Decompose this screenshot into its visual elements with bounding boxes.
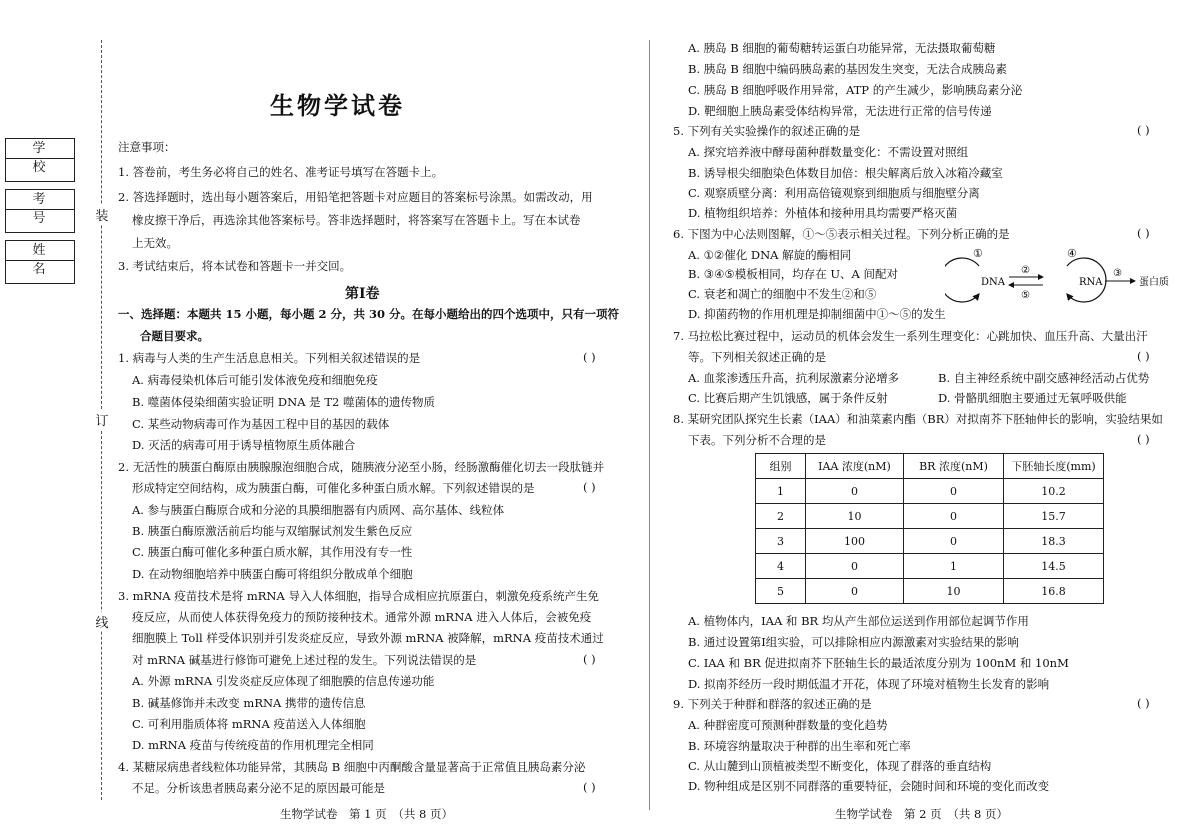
option-line: D. 在动物细胞培养中胰蛋白酶可将组织分散成单个细胞	[132, 567, 413, 581]
table-cell: 100	[806, 529, 904, 554]
question-8: 8. 某研究团队探究生长素（IAA）和油菜素内酯（BR）对拟南芥下胚轴伸长的影响，实验结果如	[673, 412, 1163, 426]
option-line: B. 胰岛 B 细胞中编码胰岛素的基因发生突变，无法合成胰岛素	[688, 62, 1008, 76]
option-line: D. 抑菌药物的作用机理是抑制细菌中①～⑤的发生	[688, 307, 946, 321]
question-2: 2. 无活性的胰蛋白酶原由胰腺腺泡细胞合成，随胰液分泌至小肠，经肠激酶催化切去一段肽链并	[118, 460, 605, 474]
option-line: C. 胰岛 B 细胞呼吸作用异常，ATP 的产生减少，影响胰岛素分泌	[688, 83, 1023, 97]
experiment-table	[755, 453, 1104, 604]
table-cell: 10.2	[1004, 479, 1104, 504]
question-7: 7. 马拉松比赛过程中，运动员的机体会发生一系列生理变化：心跳加快、血压升高、大量出汗	[673, 329, 1148, 343]
table-cell: 15.7	[1004, 504, 1104, 529]
option-line: C. 可利用脂质体将 mRNA 疫苗送入人体细胞	[132, 717, 366, 731]
option-line: C. 比赛后期产生饥饿感，属于条件反射	[688, 391, 888, 405]
table-cell: 0	[806, 579, 904, 604]
table-cell: 5	[756, 579, 806, 604]
answer-paren: ( )	[1137, 349, 1150, 363]
school-label: 学 校	[6, 139, 74, 159]
notice-line: 2. 答选择题时，选出每小题答案后，用铅笔把答题卡对应题目的答案标号涂黑。如需改动，用	[118, 190, 593, 204]
option-line: B. 环境容纳量取决于种群的出生率和死亡率	[688, 739, 911, 753]
question-3-cont: 细胞膜上 Toll 样受体识别并引发炎症反应，导致外源 mRNA 被降解，mRNA 疫苗技术通过	[132, 631, 604, 645]
option-line: A. 外源 mRNA 引发炎症反应体现了细胞膜的信息传递功能	[132, 674, 435, 688]
option-line: B. 通过设置第Ⅰ组实验，可以排除相应内源激素对实验结果的影响	[688, 635, 1019, 649]
table-cell: 0	[806, 554, 904, 579]
option-line: C. 衰老和凋亡的细胞中不发生②和⑤	[688, 287, 877, 301]
central-dogma-diagram	[945, 244, 1185, 316]
option-line: C. 观察质壁分离：利用高倍镜观察到细胞质与细胞壁分离	[688, 186, 980, 200]
table-cell: 0	[904, 529, 1004, 554]
question-7-cont: 等。下列相关叙述正确的是	[688, 350, 826, 364]
option-line: D. 拟南芥经历一段时期低温才开花，体现了环境对植物生长发育的影响	[688, 677, 1050, 691]
footer-page-2: 生物学试卷 第 2 页 （共 8 页）	[835, 807, 1009, 821]
table-cell: 10	[904, 579, 1004, 604]
answer-paren: ( )	[1137, 123, 1150, 137]
answer-paren: ( )	[583, 350, 596, 364]
option-line: D. 骨骼肌细胞主要通过无氧呼吸供能	[938, 391, 1127, 405]
option-line: B. 自主神经系统中副交感神经活动占优势	[938, 371, 1150, 385]
label-5: ⑤	[1021, 290, 1030, 301]
question-5: 5. 下列有关实验操作的叙述正确的是	[673, 124, 861, 138]
table-header: IAA 浓度(nM)	[806, 454, 904, 479]
table-header: 下胚轴长度(mm)	[1004, 454, 1104, 479]
table-cell: 0	[904, 479, 1004, 504]
label-4: ④	[1067, 247, 1077, 260]
replication-arrow	[945, 258, 979, 302]
option-line: D. 靶细胞上胰岛素受体结构异常，无法进行正常的信号传递	[688, 104, 992, 118]
question-3-cont: 对 mRNA 碱基进行修饰可避免上述过程的发生。下列说法错误的是	[132, 653, 477, 667]
question-3: 3. mRNA 疫苗技术是将 mRNA 导入人体细胞，指导合成相应抗原蛋白，刺激免疫系统产生免	[118, 589, 599, 603]
label-3: ③	[1113, 268, 1122, 279]
name-box	[5, 240, 75, 284]
table-cell: 14.5	[1004, 554, 1104, 579]
option-line: C. 某些动物病毒可作为基因工程中目的基因的载体	[132, 417, 390, 431]
option-line: B. 诱导根尖细胞染色体数目加倍：根尖解离后放入冰箱冷藏室	[688, 166, 1003, 180]
question-4: 4. 某糖尿病患者线粒体功能异常，其胰岛 B 细胞中丙酮酸含量显著高于正常值且胰岛素分泌	[118, 760, 586, 774]
notice-heading: 注意事项：	[118, 140, 176, 154]
answer-paren: ( )	[583, 480, 596, 494]
section-instruction: 一、选择题：本题共 15 小题，每小题 2 分，共 30 分。在每小题给出的四个选项中，只有一项符	[118, 307, 620, 321]
notice-line: 上无效。	[132, 236, 178, 250]
table-cell: 0	[806, 479, 904, 504]
school-box	[5, 138, 75, 182]
question-9: 9. 下列关于种群和群落的叙述正确的是	[673, 697, 872, 711]
exam-no-box	[5, 189, 75, 233]
rna-label: RNA	[1079, 277, 1103, 288]
answer-paren: ( )	[1137, 696, 1150, 710]
notice-line: 1. 答卷前，考生务必将自己的姓名、准考证号填写在答题卡上。	[118, 165, 444, 179]
question-3-cont: 疫反应，从而使人体获得免疫力的预防接种技术。通常外源 mRNA 进入人体后，会被免疫	[132, 610, 592, 624]
option-line: D. 物种组成是区别不同群落的重要特征，会随时间和环境的变化而改变	[688, 779, 1050, 793]
binding-char-zhuang: 装	[95, 205, 109, 224]
label-1: ①	[973, 247, 983, 260]
notice-line: 3. 考试结束后，将本试卷和答题卡一并交回。	[118, 259, 352, 273]
footer-page-1: 生物学试卷 第 1 页 （共 8 页）	[280, 807, 454, 821]
table-header: 组别	[756, 454, 806, 479]
option-line: A. 血浆渗透压升高，抗利尿激素分泌增多	[688, 371, 900, 385]
question-2-cont: 形成特定空间结构，成为胰蛋白酶，可催化多种蛋白质水解。下列叙述错误的是	[132, 481, 535, 495]
option-line: A. ①②催化 DNA 解旋的酶相同	[688, 248, 852, 262]
question-6: 6. 下图为中心法则图解，①～⑤表示相关过程。下列分析正确的是	[673, 227, 1010, 241]
option-line: B. 胰蛋白酶原激活前后均能与双缩脲试剂发生紫色反应	[132, 524, 413, 538]
answer-paren: ( )	[1137, 432, 1150, 446]
option-line: B. ③④⑤模板相同，均存在 U、A 间配对	[688, 267, 898, 281]
dna-label: DNA	[981, 277, 1005, 288]
table-cell: 0	[904, 504, 1004, 529]
option-line: A. 植物体内，IAA 和 BR 均从产生部位运送到作用部位起调节作用	[688, 614, 1029, 628]
option-line: C. IAA 和 BR 促进拟南芥下胚轴生长的最适浓度分别为 100nM 和 10nM	[688, 656, 1069, 670]
binding-char-xian: 线	[95, 612, 109, 631]
option-line: D. mRNA 疫苗与传统疫苗的作用机理完全相同	[132, 738, 374, 752]
table-cell: 4	[756, 554, 806, 579]
table-cell: 18.3	[1004, 529, 1104, 554]
table-header: BR 浓度(nM)	[904, 454, 1004, 479]
question-8-cont: 下表。下列分析不合理的是	[688, 433, 826, 447]
table-cell: 3	[756, 529, 806, 554]
label-2: ②	[1021, 265, 1030, 276]
option-line: A. 种群密度可预测种群数量的变化趋势	[688, 718, 888, 732]
answer-paren: ( )	[583, 652, 596, 666]
table-row	[756, 529, 1104, 554]
table-row	[756, 504, 1104, 529]
table-cell: 2	[756, 504, 806, 529]
exam-title: 生物学试卷	[270, 92, 405, 120]
protein-label: 蛋白质	[1139, 277, 1169, 288]
table-cell: 16.8	[1004, 579, 1104, 604]
page-divider	[649, 40, 650, 810]
notice-line: 橡皮擦干净后，再选涂其他答案标号。答非选择题时，将答案写在答题卡上。写在本试卷	[132, 213, 581, 227]
table-cell: 1	[756, 479, 806, 504]
exam-no-label: 考 号	[6, 190, 74, 210]
name-label: 姓 名	[6, 241, 74, 261]
answer-paren: ( )	[583, 780, 596, 794]
table-header-row	[756, 454, 1104, 479]
binding-char-ding: 订	[95, 410, 109, 429]
option-line: D. 灭活的病毒可用于诱导植物原生质体融合	[132, 438, 356, 452]
section-title: 第Ⅰ卷	[345, 286, 380, 302]
option-line: C. 从山麓到山顶植被类型不断变化，体现了群落的垂直结构	[688, 759, 992, 773]
option-line: C. 胰蛋白酶可催化多种蛋白质水解，其作用没有专一性	[132, 545, 413, 559]
table-cell: 10	[806, 504, 904, 529]
table-cell: 1	[904, 554, 1004, 579]
option-line: B. 噬菌体侵染细菌实验证明 DNA 是 T2 噬菌体的遗传物质	[132, 395, 435, 409]
table-row	[756, 579, 1104, 604]
table-row	[756, 554, 1104, 579]
question-4-cont: 不足。分析该患者胰岛素分泌不足的原因最可能是	[132, 781, 385, 795]
option-line: A. 病毒侵染机体后可能引发体液免疫和细胞免疫	[132, 373, 378, 387]
option-line: A. 胰岛 B 细胞的葡萄糖转运蛋白功能异常，无法摄取葡萄糖	[688, 41, 996, 55]
section-instruction: 合题目要求。	[140, 329, 209, 343]
option-line: A. 探究培养液中酵母菌种群数量变化：不需设置对照组	[688, 145, 969, 159]
answer-paren: ( )	[1137, 226, 1150, 240]
option-line: B. 碱基修饰并未改变 mRNA 携带的遗传信息	[132, 696, 366, 710]
question-1: 1. 病毒与人类的生产生活息息相关。下列相关叙述错误的是	[118, 351, 421, 365]
option-line: A. 参与胰蛋白酶原合成和分泌的具膜细胞器有内质网、高尔基体、线粒体	[132, 503, 505, 517]
table-row	[756, 479, 1104, 504]
binding-margin	[0, 0, 110, 832]
option-line: D. 植物组织培养：外植体和接种用具均需要严格灭菌	[688, 206, 958, 220]
